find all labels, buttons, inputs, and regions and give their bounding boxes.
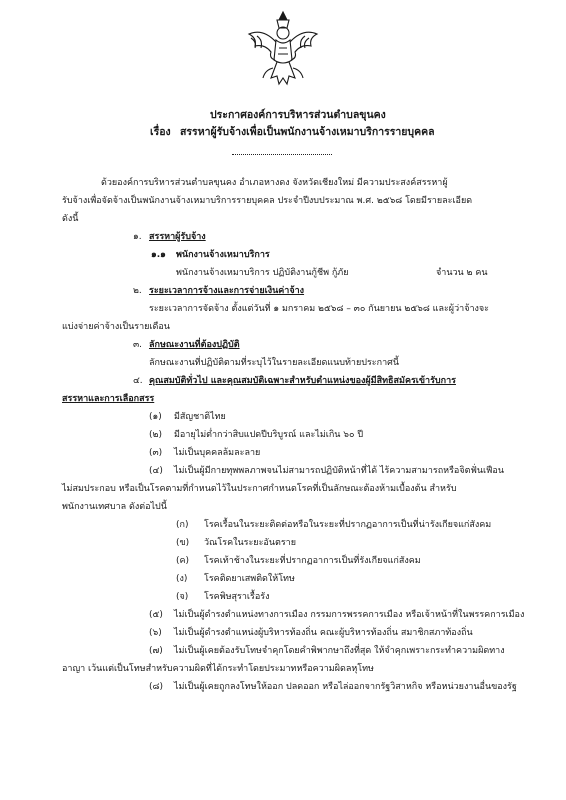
intro-line-3: ดังนี้	[62, 214, 79, 224]
disease-3-text: โรคเท้าช้างในระยะที่ปรากฏอาการเป็นที่รังเกียจแก่สังคม	[204, 556, 421, 566]
item-5-num: (๕)	[149, 610, 163, 620]
disease-5-text: โรคพิษสุราเรื้อรัง	[204, 592, 270, 602]
item-4-text: ไม่เป็นผู้มีกายทุพพลภาพจนไม่สามารถปฏิบัติหน้าที่ได้ ไร้ความสามารถหรือจิตฟั่นเฟือน	[174, 466, 504, 476]
section2-title: ระยะเวลาการจ้างและการจ่ายเงินค่าจ้าง	[149, 286, 305, 296]
item-4-cont-1: ไม่สมประกอบ หรือเป็นโรคตามที่กำหนดไว้ในประกาศกำหนดโรคที่เป็นลักษณะต้องห้ามเบื้องต้น สำหรับ	[62, 484, 457, 494]
section1-num: ๑.	[133, 232, 142, 242]
item-1-num: (๑)	[149, 412, 162, 422]
intro-line-2: รับจ้างเพื่อจัดจ้างเป็นพนักงานจ้างเหมาบริการรายบุคคล ประจำปีงบประมาณ พ.ศ. ๒๕๖๘ โดยมีรายละเอียด	[62, 196, 473, 206]
section2-line-2: แบ่งจ่ายค่าจ้างเป็นรายเดือน	[62, 322, 170, 332]
intro-line-1: ด้วยองค์การบริหารส่วนตำบลขุนคง อำเภอหางดง จังหวัดเชียงใหม่ มีความประสงค์สรรหาผู้	[101, 178, 448, 188]
disease-1-num: (ก)	[176, 520, 189, 530]
item-4-cont-2: พนักงานเทศบาล ดังต่อไปนี้	[62, 502, 167, 512]
position-name: พนักงานจ้างเหมาบริการ ปฏิบัติงานกู้ชีพ กู้ภัย	[176, 268, 349, 278]
section4-title-line-2: สรรหาและการเลือกสรร	[62, 394, 155, 404]
item-7-text: ไม่เป็นผู้เคยต้องรับโทษจำคุกโดยคำพิพากษาถึงที่สุด ให้จำคุกเพราะกระทำความผิดทาง	[174, 646, 505, 656]
disease-3-num: (ค)	[176, 556, 190, 566]
item-2-num: (๒)	[149, 430, 162, 440]
item-7-num: (๗)	[149, 646, 163, 656]
item-6-num: (๖)	[149, 628, 162, 638]
subject-label: เรื่อง	[150, 126, 171, 138]
section2-num: ๒.	[133, 286, 142, 296]
section1-sub-title: พนักงานจ้างเหมาบริการ	[176, 250, 270, 260]
divider	[232, 154, 332, 155]
item-2-text: มีอายุไม่ต่ำกว่าสิบแปดปีบริบูรณ์ และไม่เกิน ๖๐ ปี	[174, 430, 364, 440]
section4-num: ๔.	[133, 376, 143, 386]
position-quota: จำนวน ๒ คน	[436, 268, 488, 278]
item-3-text: ไม่เป็นบุคคลล้มละลาย	[174, 448, 261, 458]
section3-title: ลักษณะงานที่ต้องปฏิบัติ	[149, 340, 240, 350]
section2-line-1: ระยะเวลาการจัดจ้าง ตั้งแต่วันที่ ๑ มกราคม ๒๕๖๘ – ๓๐ กันยายน ๒๕๖๘ และผู้ว่าจ้างจะ	[149, 304, 490, 314]
item-7-cont: อาญา เว้นแต่เป็นโทษสำหรับความผิดที่ได้กระทำโดยประมาทหรือความผิดลหุโทษ	[62, 664, 374, 674]
disease-1-text: โรคเรื้อนในระยะติดต่อหรือในระยะที่ปรากฏอาการเป็นที่น่ารังเกียจแก่สังคม	[204, 520, 492, 530]
section1-sub-num: ๑.๑	[151, 250, 166, 260]
section4-title-line-1: คุณสมบัติทั่วไป และคุณสมบัติเฉพาะสำหรับตำแหน่งของผู้มีสิทธิสมัครเข้ารับการ	[149, 376, 456, 386]
item-8-text: ไม่เป็นผู้เคยถูกลงโทษให้ออก ปลดออก หรือไล่ออกจากรัฐวิสาหกิจ หรือหน่วยงานอื่นของรัฐ	[174, 682, 517, 692]
org-title: ประกาศองค์การบริหารส่วนตำบลขุนคง	[210, 109, 386, 121]
subject-title: สรรหาผู้รับจ้างเพื่อเป็นพนักงานจ้างเหมาบริการรายบุคคล	[180, 126, 435, 138]
disease-5-num: (จ)	[176, 592, 189, 602]
disease-4-text: โรคติดยาเสพติดให้โทษ	[204, 574, 295, 584]
item-5-text: ไม่เป็นผู้ดำรงตำแหน่งทางการเมือง กรรมการพรรคการเมือง หรือเจ้าหน้าที่ในพรรคการเมือง	[174, 610, 525, 620]
section3-line: ลักษณะงานที่ปฏิบัติตามที่ระบุไว้ในรายละเอียดแนบท้ายประกาศนี้	[149, 358, 399, 368]
item-4-num: (๔)	[149, 466, 163, 476]
disease-2-num: (ข)	[176, 538, 190, 548]
item-1-text: มีสัญชาติไทย	[174, 412, 226, 422]
section1-title: สรรหาผู้รับจ้าง	[149, 232, 206, 242]
item-8-num: (๘)	[149, 682, 163, 692]
disease-4-num: (ง)	[176, 574, 188, 584]
item-3-num: (๓)	[149, 448, 163, 458]
item-6-text: ไม่เป็นผู้ดำรงตำแหน่งผู้บริหารท้องถิ่น คณะผู้บริหารท้องถิ่น สมาชิกสภาท้องถิ่น	[174, 628, 473, 638]
garuda-emblem	[243, 8, 323, 90]
disease-2-text: วัณโรคในระยะอันตราย	[204, 538, 296, 548]
section3-num: ๓.	[133, 340, 143, 350]
